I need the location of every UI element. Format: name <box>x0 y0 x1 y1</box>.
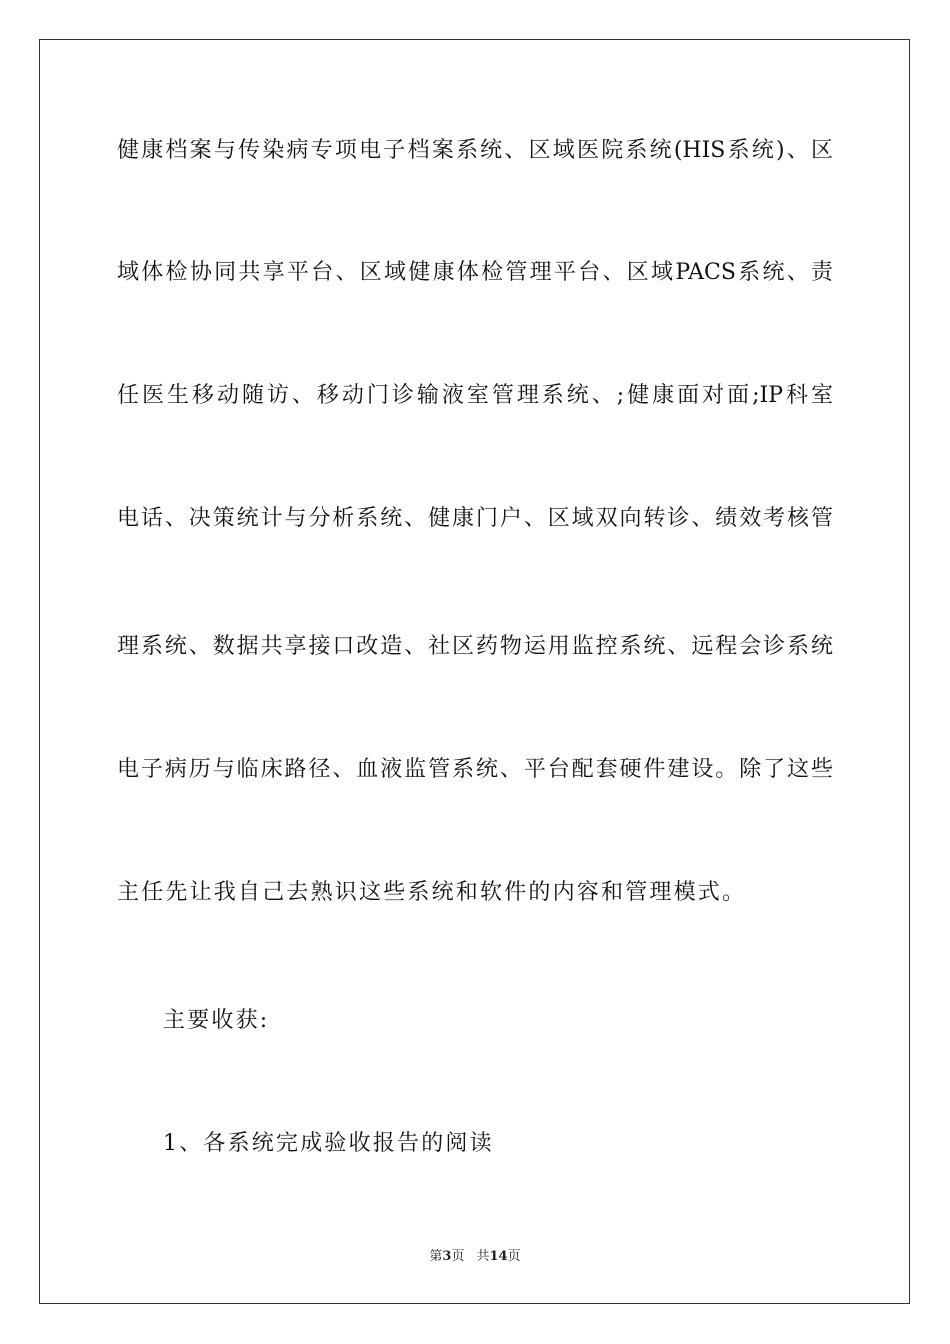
section-heading: 主要收获: <box>163 1008 270 1033</box>
total-page-number: 14 <box>489 1249 508 1264</box>
body-line-4: 电话、决策统计与分析系统、健康门户、区域双向转诊、绩效考核管 <box>117 506 833 531</box>
page-footer <box>0 1248 950 1266</box>
body-line-1: 健康档案与传染病专项电子档案系统、区域医院系统(HIS系统)、区 <box>117 138 833 163</box>
footer-page-suffix: 页 <box>451 1249 465 1264</box>
body-line-5: 理系统、数据共享接口改造、社区药物运用监控系统、远程会诊系统 <box>117 634 833 659</box>
body-line-3: 任医生移动随访、移动门诊输液室管理系统、;健康面对面;IP科室 <box>117 383 833 408</box>
list-item-1: 1、各系统完成验收报告的阅读 <box>163 1131 494 1156</box>
body-line-6: 电子病历与临床路径、血液监管系统、平台配套硬件建设。除了这些 <box>117 757 833 782</box>
footer-total-prefix: 共 <box>476 1249 490 1264</box>
footer-prefix: 第 <box>429 1249 443 1264</box>
page-border <box>39 39 910 1304</box>
footer-total-suffix: 页 <box>507 1249 521 1264</box>
body-line-7: 主任先让我自己去熟识这些系统和软件的内容和管理模式。 <box>117 880 747 905</box>
current-page-number: 3 <box>442 1249 452 1264</box>
body-line-2: 域体检协同共享平台、区域健康体检管理平台、区域PACS系统、责 <box>117 260 833 285</box>
